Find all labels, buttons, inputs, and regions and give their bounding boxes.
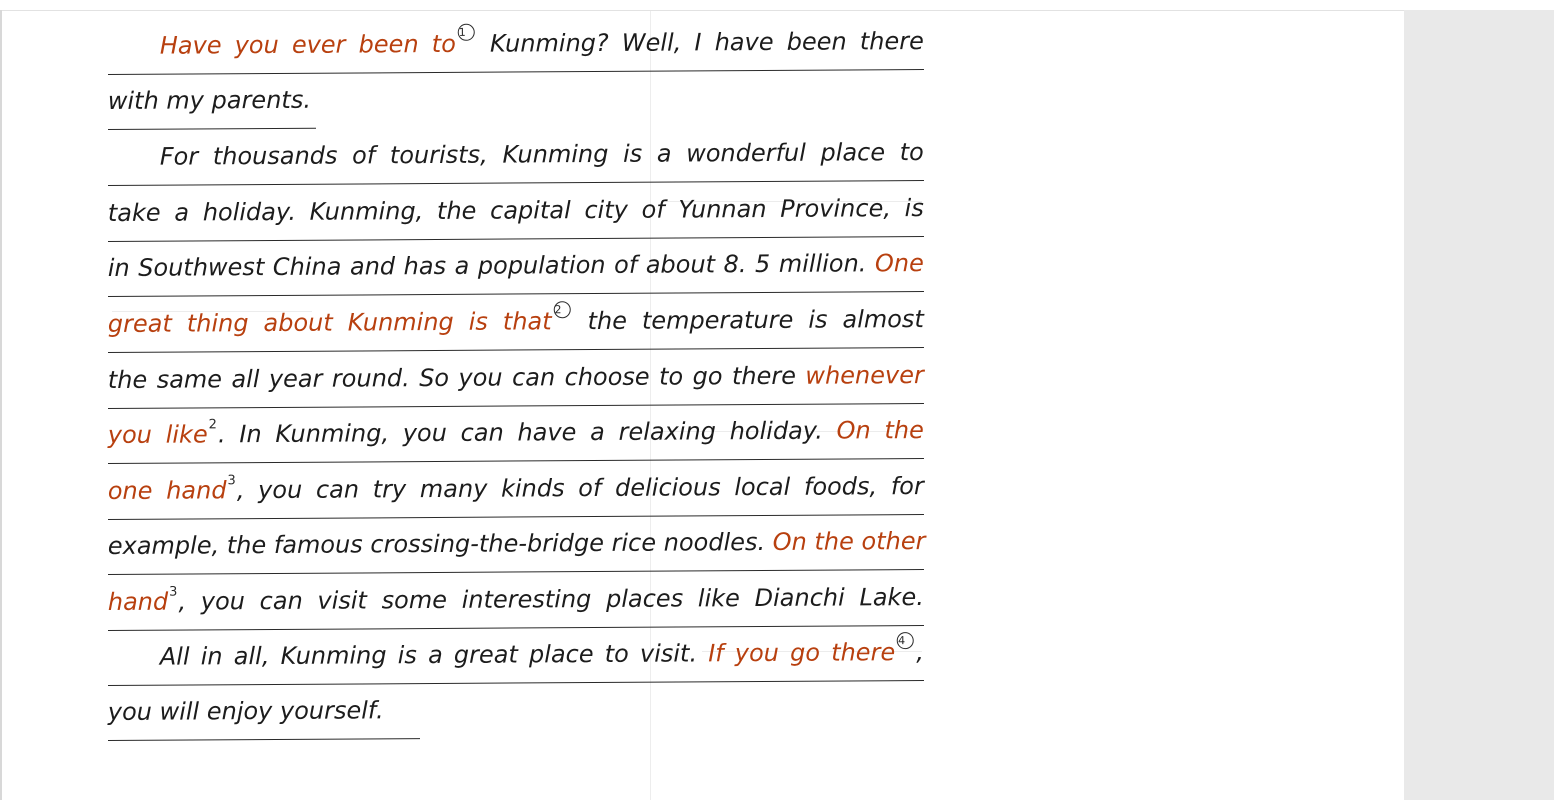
highlighted-phrase: One bbox=[874, 249, 924, 278]
viewer-side-panel bbox=[1404, 10, 1554, 800]
passage-text: the same all year round. So you can choose to go there bbox=[107, 361, 806, 395]
passage-text: the temperature is almost bbox=[572, 305, 924, 336]
highlighted-phrase: hand bbox=[107, 587, 169, 617]
passage-text: , you can visit some interesting places like Dianchi Lake. bbox=[178, 583, 924, 616]
passage-line bbox=[108, 72, 316, 130]
line-content bbox=[108, 696, 384, 726]
passage-line bbox=[108, 513, 924, 575]
line-content bbox=[108, 361, 924, 394]
passage-line bbox=[108, 124, 924, 186]
passage-text: Kunming? Well, I have been there bbox=[476, 27, 924, 58]
line-content bbox=[108, 583, 924, 616]
passage-text: , you can try many kinds of delicious local foods, for bbox=[236, 472, 924, 505]
passage-text: , bbox=[916, 638, 924, 667]
line-content bbox=[108, 416, 924, 449]
passage-line bbox=[108, 291, 924, 353]
line-content bbox=[108, 194, 924, 227]
highlighted-phrase: If you go there bbox=[708, 638, 896, 668]
annotation-marker: 2 bbox=[553, 301, 570, 318]
passage-line bbox=[108, 13, 924, 75]
passage-line bbox=[108, 624, 924, 686]
passage-line bbox=[108, 180, 924, 242]
passage-text: For thousands of tourists, Kunming is a wonderful place to bbox=[159, 138, 924, 171]
passage-line bbox=[108, 682, 420, 741]
passage-text: take a holiday. Kunming, the capital city of Yunnan Province, is bbox=[107, 194, 924, 228]
highlighted-phrase: great thing about Kunming is that bbox=[107, 307, 552, 339]
highlighted-phrase: Have you ever been to bbox=[159, 29, 456, 60]
line-content bbox=[160, 138, 924, 171]
line-content bbox=[108, 249, 924, 282]
passage-text: example, the famous crossing-the-bridge rice noodles. bbox=[107, 527, 773, 561]
passage-text: All in all, Kunming is a great place to visit. bbox=[159, 639, 709, 671]
highlighted-phrase: you like bbox=[107, 420, 208, 450]
line-content bbox=[108, 472, 924, 505]
annotation-marker: 3 bbox=[169, 584, 178, 600]
passage-text: you will enjoy yourself. bbox=[107, 696, 384, 727]
passage-line bbox=[108, 235, 924, 297]
scanned-page bbox=[2, 11, 1404, 800]
highlighted-phrase: On the bbox=[836, 416, 924, 445]
passage-text: . In Kunming, you can have a relaxing holiday. bbox=[217, 416, 837, 449]
passage-line bbox=[108, 569, 924, 631]
line-content bbox=[108, 305, 924, 338]
annotation-marker: 2 bbox=[208, 417, 217, 433]
highlighted-phrase: On the other bbox=[772, 527, 926, 556]
passage-text: with my parents. bbox=[107, 85, 311, 116]
highlighted-phrase: one hand bbox=[107, 476, 227, 506]
line-content bbox=[108, 527, 926, 560]
line-content bbox=[160, 27, 924, 60]
line-content bbox=[159, 634, 924, 671]
annotation-marker: 4 bbox=[897, 632, 914, 649]
highlighted-phrase: whenever bbox=[805, 361, 924, 390]
annotation-marker: 1 bbox=[458, 24, 475, 41]
line-content bbox=[108, 86, 311, 115]
passage-text: in Southwest China and has a population of about 8. 5 million. bbox=[107, 249, 876, 283]
annotation-marker: 3 bbox=[227, 473, 236, 489]
passage-line bbox=[108, 402, 924, 464]
passage-line bbox=[108, 347, 924, 409]
passage-line bbox=[108, 458, 924, 520]
